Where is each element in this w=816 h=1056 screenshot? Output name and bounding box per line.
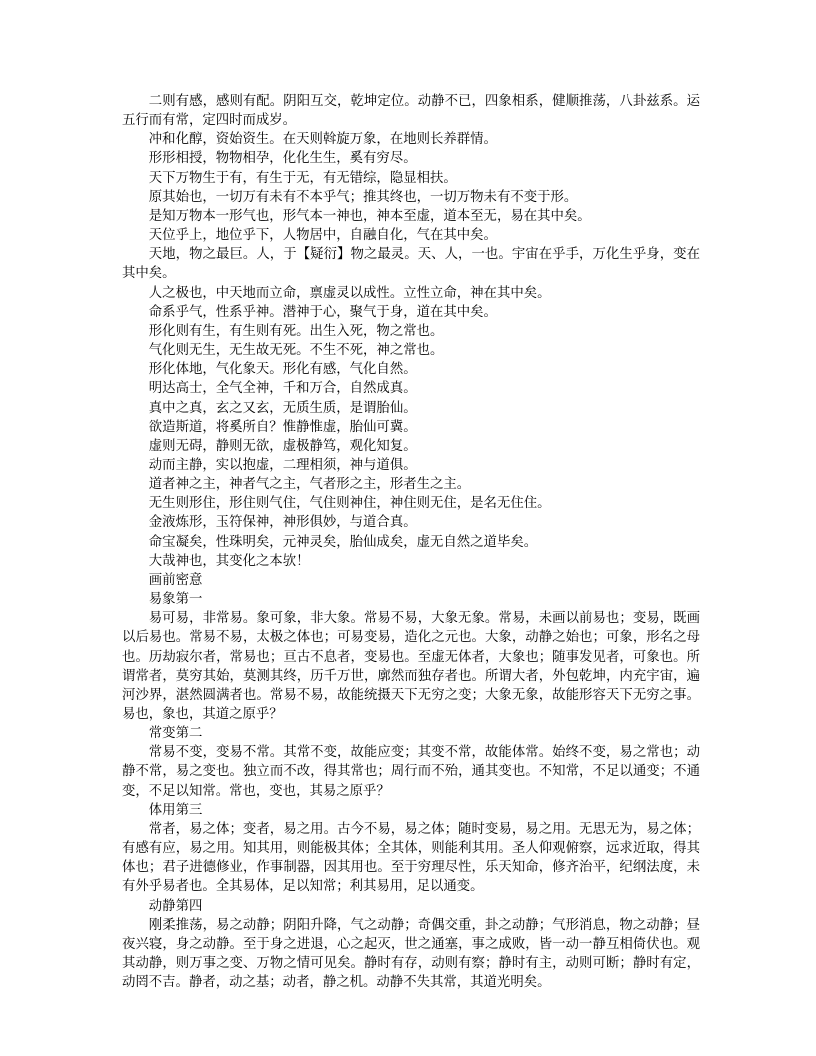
paragraph-zhenzhong: 真中之真，玄之又玄，无质生质，是谓胎仙。 [148,400,417,416]
paragraph-dongjing-body: 刚柔推荡，易之动静；阴阳升降，气之动静；奇偶交重，卦之动静；气形消息，物之动静；昼夜兴寝，身之动静。至于身之进退，心之起灭，世之通塞，事之成败，皆一动一静互相倚伏也。观其动静，则万事之变、万物之情可见矣。静时有存，动则有察；静时有主，动则可断；静时有定，动罔不吉。静者，动之基；动者，静之机。动静不失其常，其道光明矣。 [122,917,700,991]
paragraph-daozhe: 道者神之主，神者气之主，气者形之主，形者生之主。 [148,477,471,493]
paragraph-yuzao: 欲造斯道，将奚所自？惟静惟虚，胎仙可冀。 [148,419,417,435]
paragraph-xuze: 虚则无碍，静则无欲，虚极静笃，观化知复。 [148,438,417,454]
paragraph-tianwei: 天位乎上，地位乎下，人物居中，自融自化，气在其中矣。 [148,228,497,244]
chapter-heading-changbian: 常变第二 [148,726,203,742]
paragraph-yuanqishi: 原其始也，一切万有未有不本乎气；推其终也，一切万物未有不变于形。 [148,189,578,205]
paragraph-mingxi: 命系乎气，性系乎神。潜神于心，聚气于身，道在其中矣。 [148,304,497,320]
paragraph-tiandi: 天地，物之最巨。人，于【疑衍】物之最灵。天、人，一也。宇宙在乎手，万化生乎身，变在其中矣。 [122,247,700,282]
paragraph-qihua: 气化则无生，无生故无死。不生不死，神之常也。 [148,343,444,359]
paragraph-dazai: 大哉神也，其变化之本欤！ [148,553,310,569]
paragraph-wusheng: 无生则形住，形住则气住，气住则神住，神住则无住，是名无住住。 [148,496,551,512]
paragraph-dongerzhujing: 动而主静，实以抱虚，二理相须，神与道俱。 [148,457,417,473]
paragraph-xinghuatidi: 形化体地，气化象天。形化有感，气化自然。 [148,362,417,378]
paragraph-changbian-body: 常易不变，变易不常。其常不变，故能应变；其变不常，故能体常。始终不变，易之常也；动静不常，易之变也。独立而不改，得其常也；周行而不殆，通其变也。不知常，不足以通变；不通变，不足以知常。常也，变也，其易之原乎？ [122,745,700,799]
paragraph-xinghua: 形化则有生，有生则有死。出生入死，物之常也。 [148,323,444,339]
paragraph-yinyang: 二则有感，感则有配。阴阳互交，乾坤定位。动静不已，四象相系，健顺推荡，八卦兹系。运五行而有常，定四时而成岁。 [122,94,700,129]
chapter-heading-dongjing: 动静第四 [148,898,203,914]
chapter-heading-yixiang: 易象第一 [148,592,203,608]
paragraph-tiyong-body: 常者，易之体；变者，易之用。古今不易，易之体；随时变易，易之用。无思无为，易之体；有感有应，易之用。知其用，则能极其体；全其体，则能利其用。圣人仰观俯察，远求近取，得其体也；君子进德修业，作事制器，因其用也。至于穷理尽性，乐天知命，修齐治平，纪纲法度，未有外乎易者也。全其易体，足以知常；利其易用，足以通变。 [122,821,700,895]
document-body [122,92,700,992]
paragraph-chonghe: 冲和化醇，资始资生。在天则斡旋万象，在地则长养群情。 [148,132,497,148]
paragraph-jinye: 金液炼形，玉符保神，神形俱妙，与道合真。 [148,515,417,531]
paragraph-renzhiji: 人之极也，中天地而立命，禀虚灵以成性。立性立命，神在其中矣。 [148,285,551,301]
paragraph-yixiang-body: 易可易，非常易。象可象，非大象。常易不易，大象无象。常易，未画以前易也；变易，既画以后易也。常易不易，太极之体也；可易变易，造化之元也。大象，动静之始也；可象，形名之母也。历劫寂尔者，常易也；亘古不息者，变易也。至虚无体者，大象也；随事发见者，可象也。所谓常者，莫穷其始，莫测其终，历千万世，廓然而独存者也。所谓大者，外包乾坤，内充宇宙，遍河沙界，湛然圆满者也。常易不易，故能统摄天下无穷之变；大象无象，故能形容天下无穷之事。易也，象也，其道之原乎？ [122,611,700,722]
paragraph-shizhi: 是知万物本一形气也，形气本一神也，神本至虚，道本至无，易在其中矣。 [148,208,591,224]
paragraph-mingda: 明达高士，全气全神，千和万合，自然成真。 [148,381,417,397]
chapter-heading-tiyong: 体用第三 [148,802,203,818]
paragraph-wanwu: 天下万物生于有，有生于无，有无错综，隐显相扶。 [148,170,457,186]
paragraph-xingxing: 形形相授，物物相孕，化化生生，奚有穷尽。 [148,151,417,167]
paragraph-mingbao: 命宝凝矣，性珠明矣，元神灵矣，胎仙成矣，虚无自然之道毕矣。 [148,534,538,550]
section-heading-huaqian: 画前密意 [148,572,203,588]
